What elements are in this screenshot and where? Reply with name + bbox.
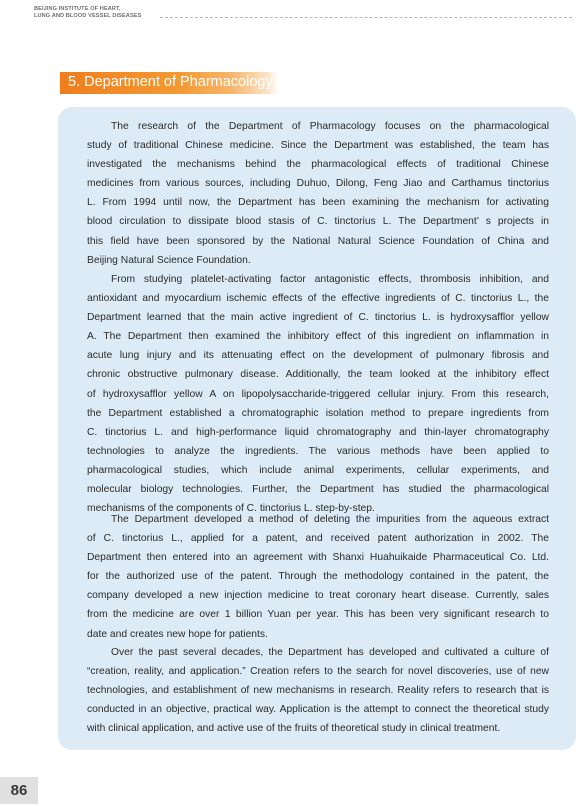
paragraph-line: technologies, and establishment of new mechanisms in research. Reality refers to research that is bbox=[87, 685, 549, 697]
paragraph-line: blood circulation to dissipate blood stasis of C. tinctorius L. The Department’ s projects in bbox=[87, 216, 549, 228]
paragraph-line: molecular biology technologies. Further, the Department has studied the pharmacological bbox=[87, 484, 549, 496]
header-line-2: LUNG AND BLOOD VESSEL DISEASES bbox=[34, 13, 142, 19]
paragraph-line: of hydroxysafflor yellow A on lipopolysaccharide-triggered cellular injury. From this research, bbox=[87, 388, 549, 400]
paragraph-line: company developed a new injection medicine to treat coronary heart disease. Currently, sales bbox=[87, 590, 549, 602]
paragraph-line: from the medicine are over 1 billion Yuan per year. This has been very significant research to bbox=[87, 609, 549, 621]
paragraph-line: of C. tinctorius L., applied for a patent, and received patent authorization in 2002. The bbox=[87, 533, 549, 545]
paragraph-line: From studying platelet-activating factor antagonistic effects, thrombosis inhibition, and bbox=[111, 274, 549, 285]
paragraph-1 bbox=[87, 117, 549, 270]
paragraph-line: date and creates new hope for patients. bbox=[87, 628, 268, 640]
paragraph-line: Department learned that the main active ingredient of C. tinctorius L. is hydroxysafflor yellow bbox=[87, 312, 549, 324]
paragraph-line: investigated the mechanisms behind the pharmacological effects of traditional Chinese bbox=[87, 159, 549, 171]
paragraph-line: “creation, reality, and application.” Creation refers to the search for novel discoveries, use of new bbox=[87, 666, 549, 678]
section-heading-bar bbox=[60, 72, 278, 94]
paragraph-line: The Department developed a method of deleting the impurities from the aqueous extract bbox=[111, 514, 549, 525]
paragraph-line: technologies to analyze the ingredients. The various methods have been applied to bbox=[87, 445, 549, 457]
paragraph-line: pharmacological studies, which include animal experiments, cellular experiments, and bbox=[87, 464, 549, 476]
paragraph-line: the Department established a chromatographic isolation method to prepare ingredients from bbox=[87, 407, 549, 419]
paragraph-line: medicines from various sources, including Duhuo, Dilong, Feng Jiao and Carthamus tinctorius bbox=[87, 178, 549, 190]
paragraph-line: for the authorized use of the patent. Through the methodology contained in the patent, the bbox=[87, 571, 549, 583]
paragraph-line: acute lung injury and its attenuating effect on the development of pulmonary fibrosis and bbox=[87, 350, 549, 362]
paragraph-line: Department then entered into an agreement with Shanxi Huahuikaide Pharmaceutical Co. Ltd. bbox=[87, 552, 549, 564]
paragraph-2 bbox=[87, 270, 549, 518]
paragraph-line: Over the past several decades, the Department has developed and cultivated a culture of bbox=[111, 647, 549, 658]
paragraph-line: conducted in an objective, practical way. Application is the attempt to connect the theoretical study bbox=[87, 704, 549, 716]
section-title: 5. Department of Pharmacology bbox=[68, 74, 273, 90]
page-number: 86 bbox=[0, 777, 38, 804]
running-header bbox=[34, 6, 574, 26]
paragraph-line: this field have been sponsored by the National Natural Science Foundation of China and bbox=[87, 235, 549, 247]
paragraph-line: A. The Department then examined the inhibitory effect of this ingredient on inflammation in bbox=[87, 331, 549, 343]
paragraph-line: mechanisms of the components of C. tinctorius L. step-by-step. bbox=[87, 503, 375, 515]
paragraph-4 bbox=[87, 643, 549, 738]
paragraph-line: The research of the Department of Pharmacology focuses on the pharmacological bbox=[111, 121, 549, 132]
paragraph-3 bbox=[87, 510, 549, 644]
paragraph-line: Beijing Natural Science Foundation. bbox=[87, 254, 251, 266]
header-line-1: BEIJING INSTITUTE OF HEART, bbox=[34, 6, 121, 12]
paragraph-line: study of traditional Chinese medicine. Since the Department was established, the team has bbox=[87, 140, 549, 152]
paragraph-line: antioxidant and myocardium ischemic effects of the effective ingredients of C. tinctorius L., the bbox=[87, 293, 549, 305]
paragraph-line: C. tinctorius L. and high-performance liquid chromatography and thin-layer chromatography bbox=[87, 426, 549, 438]
paragraph-line: L. From 1994 until now, the Department has been examining the mechanism for activating bbox=[87, 197, 549, 209]
paragraph-line: chronic obstructive pulmonary disease. Additionally, the team looked at the inhibitory effect bbox=[87, 369, 549, 381]
header-dashed-rule bbox=[160, 17, 572, 18]
paragraph-line: with clinical application, and active use of the fruits of theoretical study in clinical treatment. bbox=[87, 723, 501, 735]
